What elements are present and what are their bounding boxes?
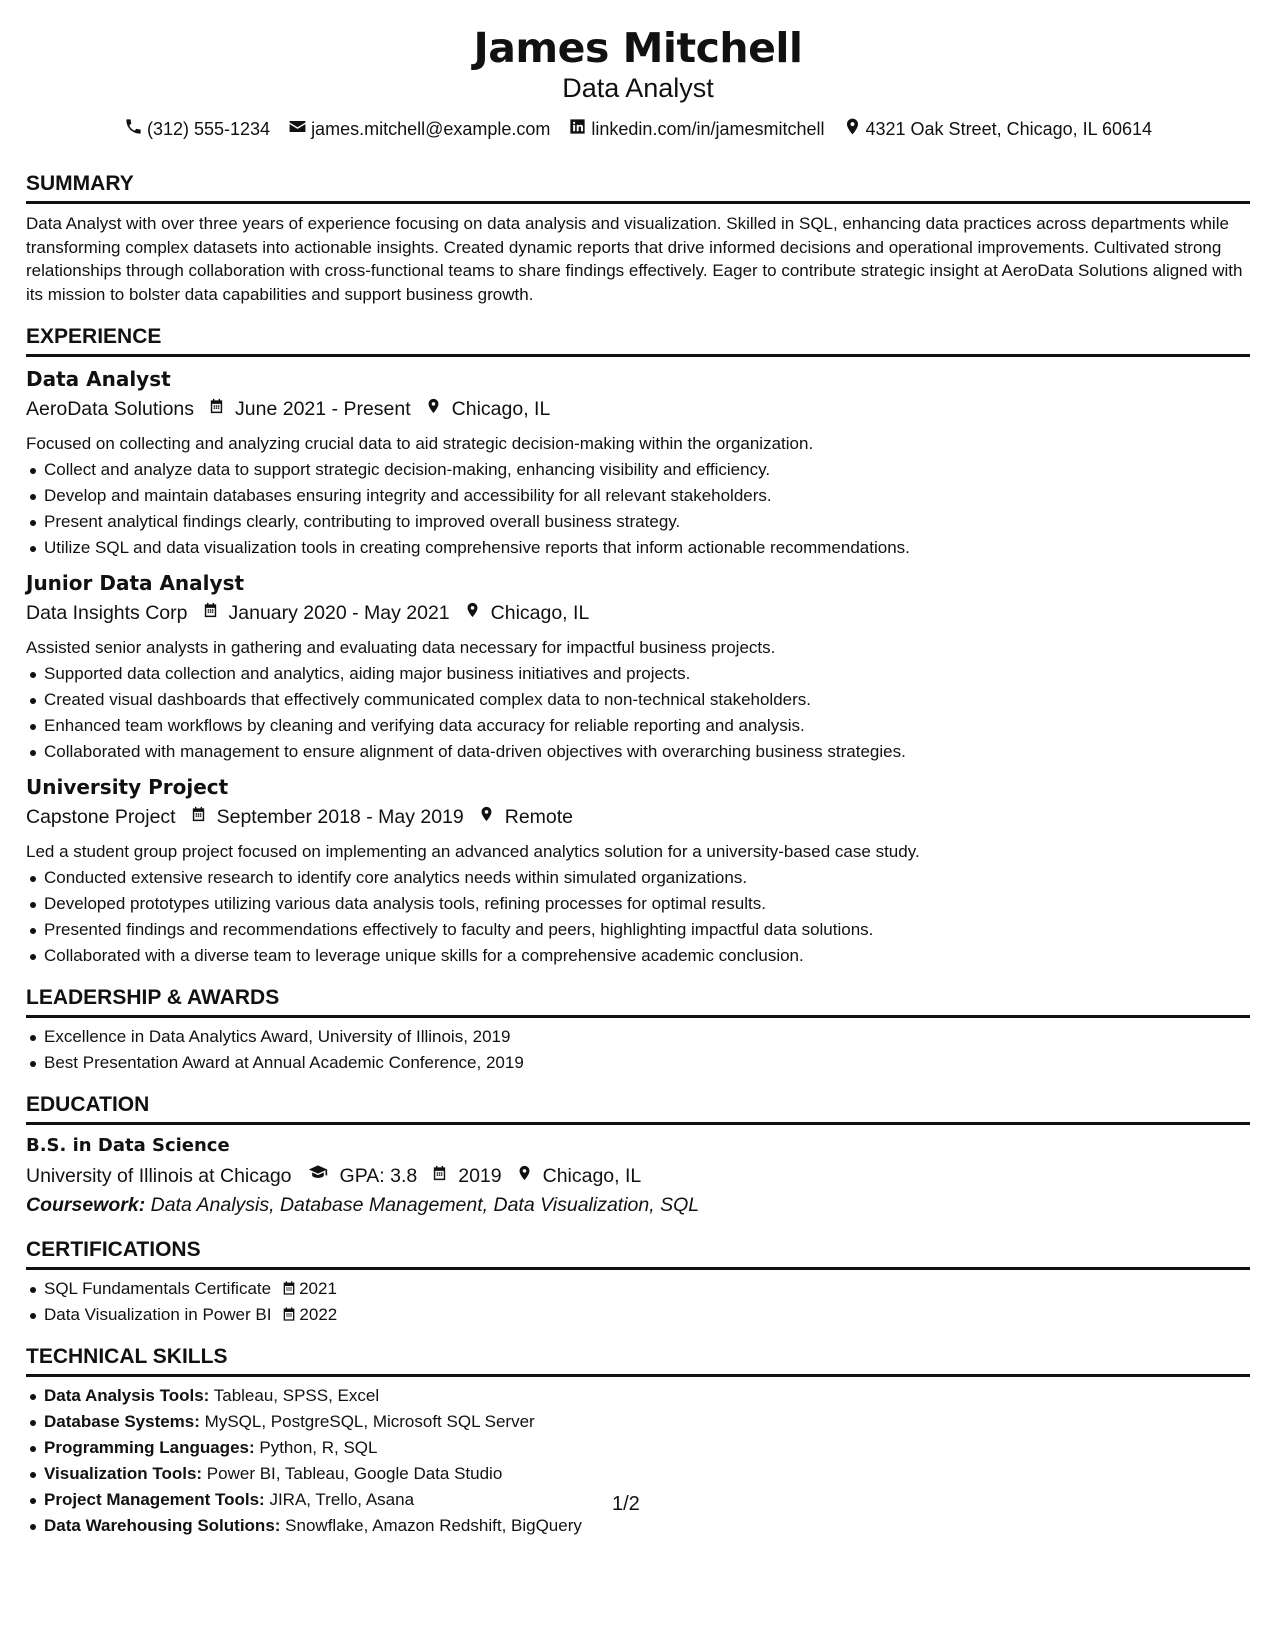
email-text[interactable]: james.mitchell@example.com: [311, 119, 551, 139]
skill-label: Visualization Tools:: [44, 1464, 203, 1483]
graduation-cap-icon: [292, 1161, 340, 1191]
job-location: Remote: [504, 806, 574, 828]
job-bullets: [26, 865, 1250, 969]
page-number: 1/2: [612, 1493, 640, 1515]
list-item: Develop and maintain databases ensuring integrity and accessibility for all relevant stakeholders.: [26, 483, 1250, 509]
school-name: University of Illinois at Chicago: [26, 1165, 292, 1187]
graduation-year: 2019: [458, 1165, 502, 1187]
contact-address: [843, 117, 1153, 141]
gpa-text: GPA: 3.8: [339, 1165, 418, 1187]
skill-value: JIRA, Trello, Asana: [269, 1490, 415, 1509]
job-dates: June 2021 - Present: [235, 398, 411, 420]
job-entry: [26, 365, 1250, 561]
certifications-heading: CERTIFICATIONS: [26, 1237, 1250, 1270]
skills-heading: TECHNICAL SKILLS: [26, 1344, 1250, 1377]
list-item: Collaborated with management to ensure alignment of data-driven objectives with overarching business strategies.: [26, 739, 1250, 765]
job-dates: September 2018 - May 2019: [216, 806, 464, 828]
summary-text: Data Analyst with over three years of experience focusing on data analysis and visualization. Skilled in SQL, enhancing data practices across departments while transforming complex datasets into actionable insights. Created dynamic reports that drive informed decisions and operational improvements. Cultivated strong relationships through collaboration with cross-functional teams to share findings effectively. Eager to contribute strategic insight at AeroData Solutions aligned with its mission to bolster data capabilities and support business growth.: [26, 214, 1243, 304]
skill-label: Data Warehousing Solutions:: [44, 1516, 281, 1535]
skill-value: Tableau, SPSS, Excel: [213, 1386, 380, 1405]
list-item: [26, 1276, 1250, 1302]
list-item: Collect and analyze data to support strategic decision-making, enhancing visibility and efficiency.: [26, 457, 1250, 483]
linkedin-text[interactable]: linkedin.com/in/jamesmitchell: [591, 119, 825, 139]
experience-heading: EXPERIENCE: [26, 324, 1250, 357]
job-description: Led a student group project focused on implementing an advanced analytics solution for a university-based case study.: [26, 842, 920, 861]
job-title: University Project: [26, 775, 229, 799]
experience-section: [26, 324, 1250, 969]
list-item: Best Presentation Award at Annual Academic Conference, 2019: [26, 1050, 1250, 1076]
summary-section: [26, 171, 1250, 306]
coursework-list: Data Analysis, Database Management, Data Visualization, SQL: [150, 1194, 700, 1216]
list-item: [26, 1409, 1250, 1435]
certifications-list: [26, 1276, 1250, 1328]
job-entry: [26, 773, 1250, 969]
skill-value: Python, R, SQL: [259, 1438, 378, 1457]
job-location: Chicago, IL: [490, 602, 590, 624]
job-meta: [26, 802, 1250, 832]
list-item: [26, 1435, 1250, 1461]
candidate-name: James Mitchell: [473, 24, 803, 72]
map-pin-icon: [450, 598, 491, 628]
contact-bar: [26, 117, 1250, 141]
certification-year: 2022: [299, 1305, 338, 1324]
calendar-icon: [281, 1278, 297, 1294]
leadership-heading: LEADERSHIP & AWARDS: [26, 985, 1250, 1018]
list-item: Conducted extensive research to identify core analytics needs within simulated organizations.: [26, 865, 1250, 891]
list-item: [26, 1383, 1250, 1409]
list-item: Supported data collection and analytics, aiding major business initiatives and projects.: [26, 661, 1250, 687]
skill-label: Data Analysis Tools:: [44, 1386, 210, 1405]
skill-label: Project Management Tools:: [44, 1490, 265, 1509]
skill-label: Programming Languages:: [44, 1438, 255, 1457]
job-dates: January 2020 - May 2021: [228, 602, 450, 624]
certification-year: 2021: [299, 1279, 337, 1298]
calendar-icon: [188, 598, 229, 628]
resume-header: [26, 0, 1250, 141]
list-item: [26, 1302, 1250, 1328]
map-pin-icon: [411, 394, 452, 424]
address-text: 4321 Oak Street, Chicago, IL 60614: [865, 119, 1153, 139]
candidate-role: Data Analyst: [562, 73, 714, 103]
map-pin-icon: [464, 802, 505, 832]
job-bullets: [26, 457, 1250, 561]
calendar-icon: [194, 394, 235, 424]
coursework-label: Coursework:: [26, 1194, 146, 1216]
job-location: Chicago, IL: [451, 398, 551, 420]
skill-value: Snowflake, Amazon Redshift, BigQuery: [285, 1516, 582, 1535]
job-company: Data Insights Corp: [26, 602, 188, 624]
linkedin-icon: [568, 117, 587, 141]
education-section: [26, 1092, 1250, 1219]
job-title: Junior Data Analyst: [26, 571, 245, 595]
school-location: Chicago, IL: [542, 1165, 642, 1187]
summary-heading: SUMMARY: [26, 171, 1250, 204]
job-meta: [26, 394, 1250, 424]
list-item: Collaborated with a diverse team to leverage unique skills for a comprehensive academic conclusion.: [26, 943, 1250, 969]
list-item: Excellence in Data Analytics Award, University of Illinois, 2019: [26, 1024, 1250, 1050]
job-entry: [26, 569, 1250, 765]
skill-value: Power BI, Tableau, Google Data Studio: [206, 1464, 503, 1483]
education-meta: [26, 1161, 1250, 1191]
job-title: Data Analyst: [26, 367, 171, 391]
list-item: Developed prototypes utilizing various data analysis tools, refining processes for optimal results.: [26, 891, 1250, 917]
list-item: Utilize SQL and data visualization tools in creating comprehensive reports that inform actionable recommendations.: [26, 535, 1250, 561]
calendar-icon: [176, 802, 217, 832]
coursework: [26, 1191, 1250, 1219]
resume-page: [26, 0, 1250, 1650]
envelope-icon: [288, 117, 307, 141]
skill-label: Database Systems:: [44, 1412, 200, 1431]
phone-text: (312) 555-1234: [146, 119, 271, 139]
job-bullets: [26, 661, 1250, 765]
contact-email[interactable]: [288, 117, 550, 141]
calendar-icon: [281, 1304, 297, 1320]
awards-list: [26, 1024, 1250, 1076]
list-item: Created visual dashboards that effectively communicated complex data to non-technical stakeholders.: [26, 687, 1250, 713]
leadership-section: [26, 985, 1250, 1076]
job-meta: [26, 598, 1250, 628]
job-description: Assisted senior analysts in gathering and evaluating data necessary for impactful business projects.: [26, 638, 776, 657]
calendar-icon: [417, 1161, 458, 1191]
certification-name: SQL Fundamentals Certificate: [44, 1279, 272, 1298]
list-item: [26, 1461, 1250, 1487]
map-pin-icon: [843, 117, 862, 141]
contact-phone: [124, 117, 270, 141]
map-pin-icon: [502, 1161, 543, 1191]
job-description: Focused on collecting and analyzing crucial data to aid strategic decision-making within the organization.: [26, 434, 814, 453]
degree-title: B.S. in Data Science: [26, 1135, 230, 1156]
list-item: Enhanced team workflows by cleaning and verifying data accuracy for reliable reporting and analysis.: [26, 713, 1250, 739]
skill-value: MySQL, PostgreSQL, Microsoft SQL Server: [204, 1412, 535, 1431]
job-company: Capstone Project: [26, 806, 176, 828]
education-heading: EDUCATION: [26, 1092, 1250, 1125]
certifications-section: [26, 1237, 1250, 1328]
list-item: Presented findings and recommendations effectively to faculty and peers, highlighting impactful data solutions.: [26, 917, 1250, 943]
job-company: AeroData Solutions: [26, 398, 195, 420]
list-item: [26, 1513, 1250, 1539]
certification-name: Data Visualization in Power BI: [44, 1305, 272, 1324]
list-item: Present analytical findings clearly, contributing to improved overall business strategy.: [26, 509, 1250, 535]
phone-icon: [124, 117, 143, 141]
contact-linkedin[interactable]: [568, 117, 824, 141]
